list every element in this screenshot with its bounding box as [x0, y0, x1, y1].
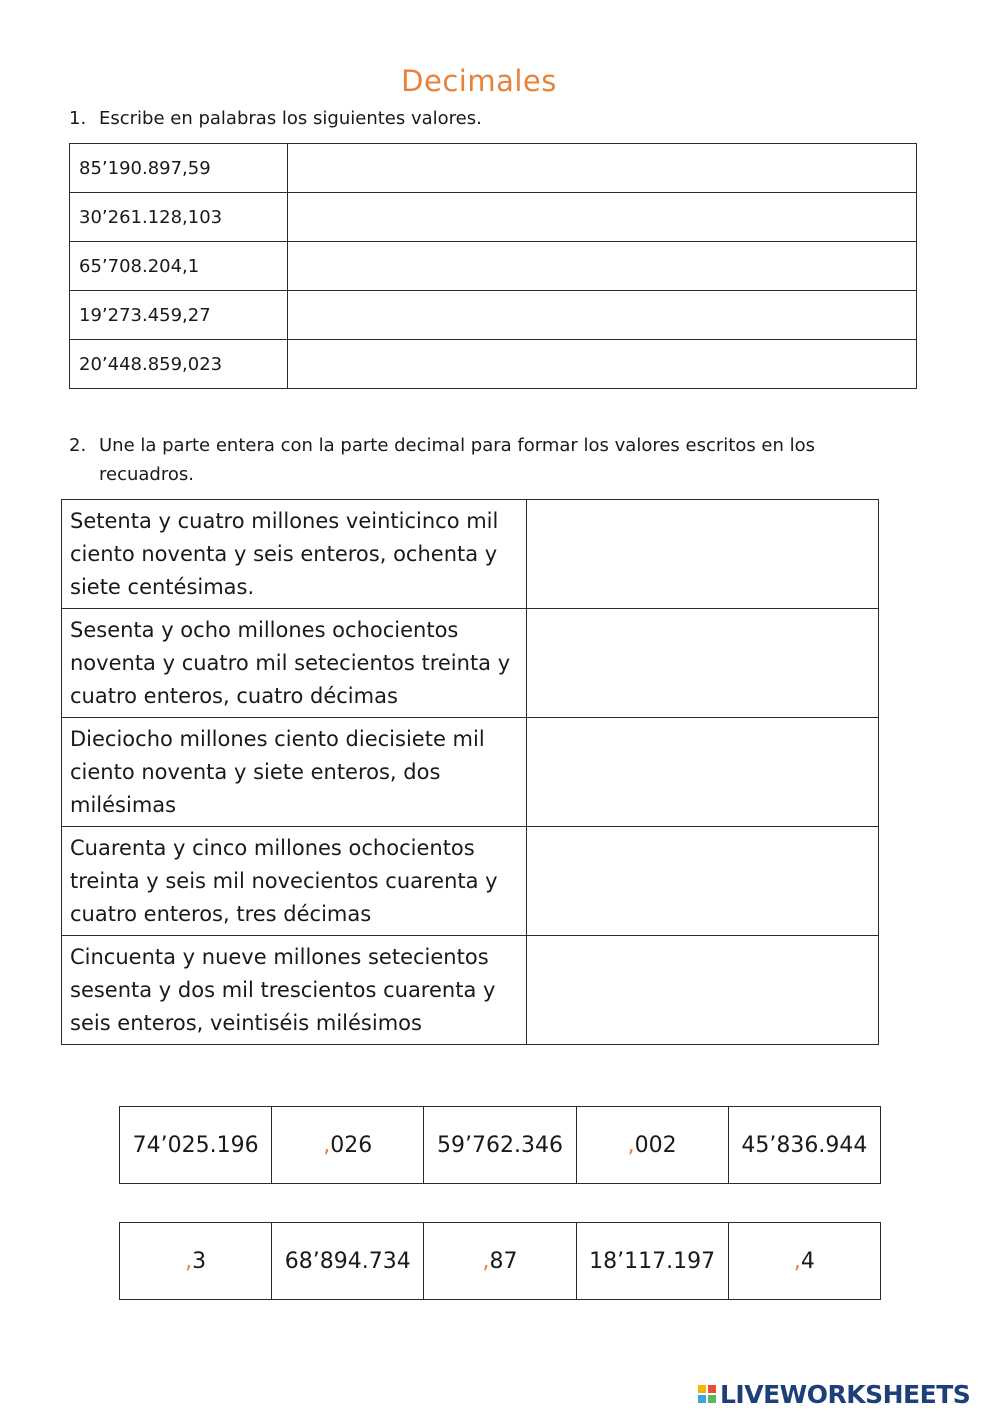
piece-text: 18’117.197	[589, 1248, 716, 1274]
piece-text: 74’025.196	[132, 1132, 259, 1158]
piece-text: 026	[330, 1132, 373, 1158]
match-table	[61, 499, 879, 1045]
number-pieces-row-1	[119, 1106, 881, 1184]
logo-square	[698, 1395, 706, 1403]
logo-text: LIVEWORKSHEETS	[720, 1379, 971, 1409]
question-2	[69, 431, 869, 489]
write-in-words-table	[69, 143, 917, 389]
table-row	[62, 609, 879, 718]
table-row	[62, 500, 879, 609]
piece-text: 68’894.734	[284, 1248, 411, 1274]
piece-text: 45’836.944	[741, 1132, 868, 1158]
question-number: 2.	[69, 435, 87, 456]
answer-box[interactable]	[288, 193, 917, 242]
drop-box[interactable]	[527, 827, 879, 936]
table-row	[70, 242, 917, 291]
piece-text: 87	[489, 1248, 518, 1274]
draggable-piece[interactable]	[272, 1223, 424, 1300]
piece-text: 4	[800, 1248, 815, 1274]
question-text: Une la parte entera con la parte decimal para formar los valores escritos en los recuadros.	[99, 435, 816, 485]
draggable-piece[interactable]	[272, 1107, 424, 1184]
comma-mark: ,	[185, 1248, 193, 1274]
table-row	[62, 936, 879, 1045]
table-row	[62, 827, 879, 936]
table-row	[70, 144, 917, 193]
answer-box[interactable]	[288, 144, 917, 193]
question-text: Escribe en palabras los siguientes valores.	[99, 108, 482, 129]
answer-box[interactable]	[288, 340, 917, 389]
answer-box[interactable]	[288, 291, 917, 340]
number-description: Cincuenta y nueve millones setecientos sesenta y dos mil trescientos cuarenta y seis enteros, veintiséis milésimos	[62, 936, 527, 1045]
logo-square	[708, 1395, 716, 1403]
question-1	[69, 104, 889, 133]
drop-box[interactable]	[527, 609, 879, 718]
number-value: 20’448.859,023	[70, 340, 288, 389]
draggable-piece[interactable]	[576, 1223, 728, 1300]
drop-box[interactable]	[527, 718, 879, 827]
table-row	[70, 291, 917, 340]
table-row	[62, 718, 879, 827]
number-value: 65’708.204,1	[70, 242, 288, 291]
piece-text: 002	[634, 1132, 677, 1158]
number-value: 30’261.128,103	[70, 193, 288, 242]
piece-text: 59’762.346	[436, 1132, 563, 1158]
logo-square	[698, 1385, 706, 1393]
logo-square	[708, 1385, 716, 1393]
draggable-piece[interactable]	[424, 1223, 576, 1300]
draggable-piece[interactable]	[728, 1223, 880, 1300]
comma-mark: ,	[627, 1132, 635, 1158]
number-value: 19’273.459,27	[70, 291, 288, 340]
comma-mark: ,	[323, 1132, 331, 1158]
number-description: Dieciocho millones ciento diecisiete mil ciento noventa y siete enteros, dos milésimas	[62, 718, 527, 827]
page-title: Decimales	[401, 64, 557, 98]
table-row	[70, 193, 917, 242]
number-description: Setenta y cuatro millones veinticinco mil ciento noventa y seis enteros, ochenta y siete centésimas.	[62, 500, 527, 609]
question-number: 1.	[69, 108, 87, 129]
draggable-piece[interactable]	[424, 1107, 576, 1184]
draggable-piece[interactable]	[728, 1107, 880, 1184]
draggable-piece[interactable]	[120, 1223, 272, 1300]
liveworksheets-logo[interactable]	[698, 1378, 970, 1410]
draggable-piece[interactable]	[120, 1107, 272, 1184]
number-description: Sesenta y ocho millones ochocientos noventa y cuatro mil setecientos treinta y cuatro enteros, cuatro décimas	[62, 609, 527, 718]
comma-mark: ,	[482, 1248, 490, 1274]
drop-box[interactable]	[527, 936, 879, 1045]
drop-box[interactable]	[527, 500, 879, 609]
draggable-piece[interactable]	[576, 1107, 728, 1184]
number-description: Cuarenta y cinco millones ochocientos treinta y seis mil novecientos cuarenta y cuatro enteros, tres décimas	[62, 827, 527, 936]
table-row	[70, 340, 917, 389]
number-value: 85’190.897,59	[70, 144, 288, 193]
number-pieces-row-2	[119, 1222, 881, 1300]
piece-text: 3	[192, 1248, 207, 1274]
comma-mark: ,	[793, 1248, 801, 1274]
liveworksheets-icon	[698, 1385, 716, 1403]
answer-box[interactable]	[288, 242, 917, 291]
